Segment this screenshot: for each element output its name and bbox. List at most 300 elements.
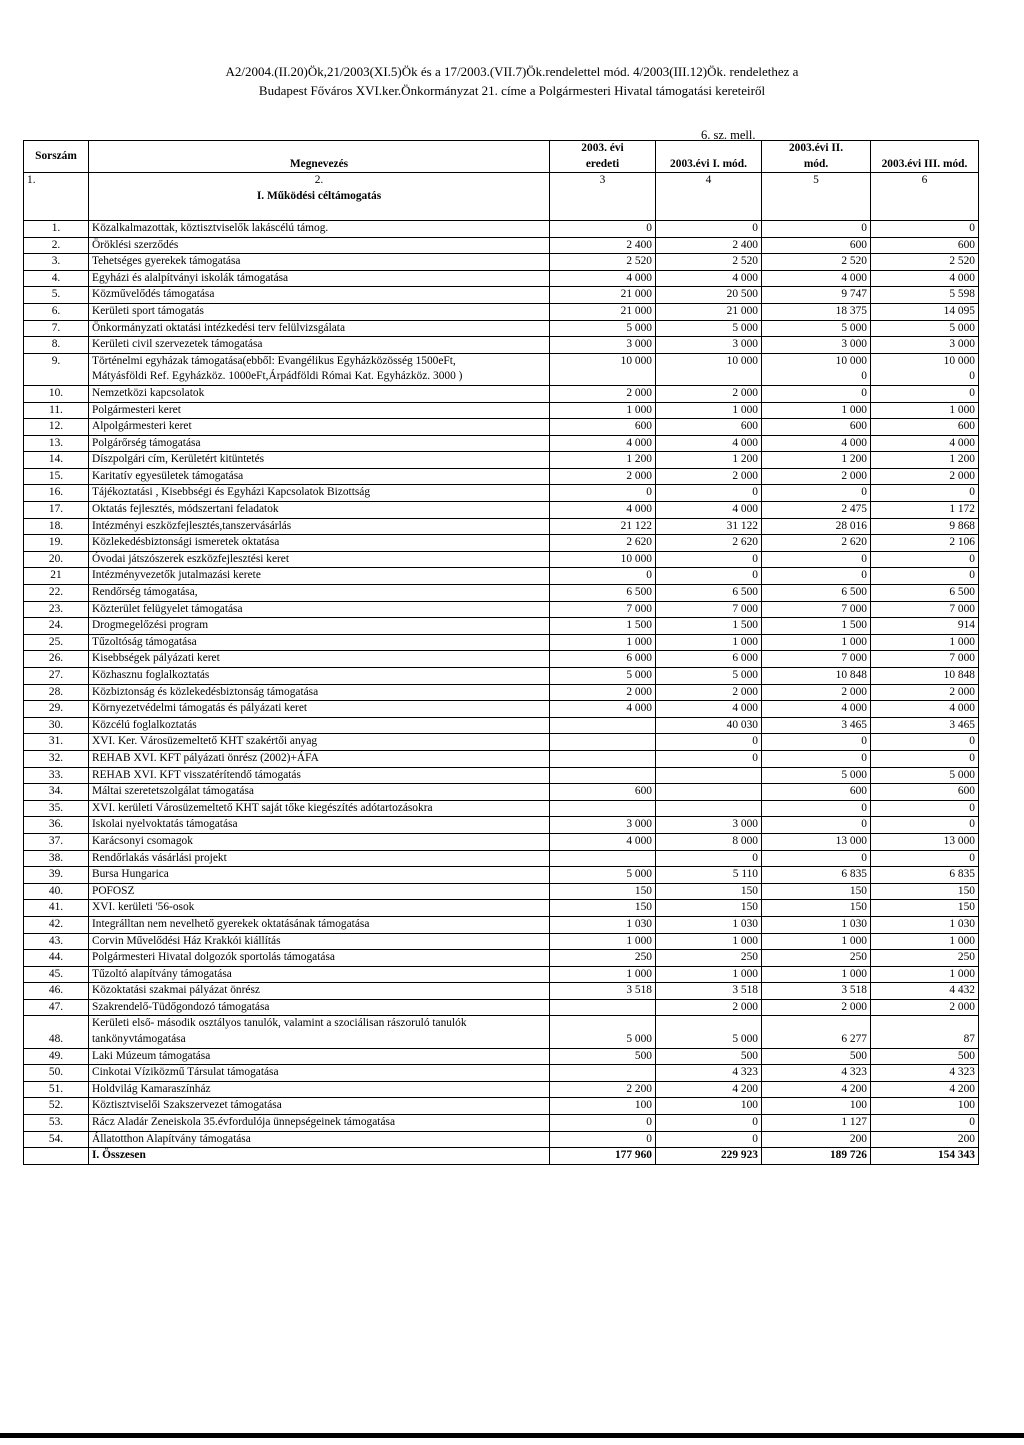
- support-budget-table: [23, 140, 979, 1165]
- row-number: 16.: [24, 485, 89, 502]
- value-c5: 0: [762, 850, 871, 867]
- row-number: 47.: [24, 999, 89, 1016]
- row-number: 15.: [24, 468, 89, 485]
- value-c3: 2 520: [550, 254, 656, 271]
- value-c5: 5 000: [762, 767, 871, 784]
- value-c4: 5 110: [656, 867, 762, 884]
- table-row: [24, 535, 979, 552]
- value-c3: 6 000: [550, 651, 656, 668]
- value-c5: 6 500: [762, 585, 871, 602]
- table-row: [24, 485, 979, 502]
- table-row: [24, 568, 979, 585]
- value-c3: 5 000: [550, 320, 656, 337]
- row-name: Közhasznu foglalkoztatás: [89, 668, 550, 685]
- value-c6: 10 848: [871, 668, 979, 685]
- row-number: 9.: [24, 353, 89, 369]
- value-c5: 2 475: [762, 502, 871, 519]
- row-number: 49.: [24, 1048, 89, 1065]
- row-number: 52.: [24, 1098, 89, 1115]
- value-c5: 600: [762, 419, 871, 436]
- value-c4: 0: [656, 850, 762, 867]
- row-name: Bursa Hungarica: [89, 867, 550, 884]
- value-c6: 2 520: [871, 254, 979, 271]
- row-number: 28.: [24, 684, 89, 701]
- value-c5: 3 000: [762, 337, 871, 354]
- table-row: [24, 750, 979, 767]
- value-c5: 2 000: [762, 999, 871, 1016]
- value-c6: 13 000: [871, 833, 979, 850]
- row-number: 44.: [24, 950, 89, 967]
- table-row: [24, 833, 979, 850]
- row-number: 39.: [24, 867, 89, 884]
- row-name: Corvin Művelődési Ház Krakkói kiállítás: [89, 933, 550, 950]
- table-row: [24, 1048, 979, 1065]
- value-c5: 0: [762, 369, 871, 385]
- table-row: [24, 867, 979, 884]
- table-row: [24, 1016, 979, 1032]
- row-number: 20.: [24, 551, 89, 568]
- value-c6: 0: [871, 750, 979, 767]
- row-name: Rendőrség támogatása,: [89, 585, 550, 602]
- col-header-c4: 2003.évi I. mód.: [656, 141, 762, 173]
- table-row: [24, 701, 979, 718]
- row-name: Cinkotai Víziközmű Társulat támogatása: [89, 1065, 550, 1082]
- row-number: 32.: [24, 750, 89, 767]
- value-c5: 2 000: [762, 468, 871, 485]
- value-c4: 0: [656, 551, 762, 568]
- value-c6: 5 000: [871, 767, 979, 784]
- value-c6: 0: [871, 800, 979, 817]
- row-name: Önkormányzati oktatási intézkedési terv felülvizsgálata: [89, 320, 550, 337]
- table-row: [24, 717, 979, 734]
- row-name: Alpolgármesteri keret: [89, 419, 550, 436]
- value-c4: 1 030: [656, 916, 762, 933]
- value-c3: 2 620: [550, 535, 656, 552]
- value-c6: 0: [871, 385, 979, 402]
- row-name: Drogmegelőzési program: [89, 618, 550, 635]
- col-header-c3-bottom: eredeti: [550, 157, 656, 173]
- row-name: Egyházi és alalpítványi iskolák támogatása: [89, 270, 550, 287]
- table-row: [24, 287, 979, 304]
- table-row: [24, 900, 979, 917]
- row-number: 22.: [24, 585, 89, 602]
- row-number: 2.: [24, 237, 89, 254]
- table-row: [24, 983, 979, 1000]
- value-c6: 0: [871, 369, 979, 385]
- value-c3: 150: [550, 900, 656, 917]
- header-line-2: Budapest Főváros XVI.ker.Önkormányzat 21. címe a Polgármesteri Hivatal támogatási kereteiről: [258, 83, 766, 98]
- row-name: Tájékoztatási , Kisebbségi és Egyházi Kapcsolatok Bizottság: [89, 485, 550, 502]
- value-c4: 6 500: [656, 585, 762, 602]
- value-c4: 5 000: [656, 1032, 762, 1048]
- table-row: [24, 353, 979, 369]
- row-name: Kerületi első- második osztályos tanulók, valamint a szociálisan rászoruló tanulók: [89, 1016, 550, 1032]
- value-c6: 6 835: [871, 867, 979, 884]
- row-name: Közlekedésbiztonsági ismeretek oktatása: [89, 535, 550, 552]
- table-row: [24, 1081, 979, 1098]
- value-c6: 1 030: [871, 916, 979, 933]
- value-c3: 1 500: [550, 618, 656, 635]
- value-c3: 10 000: [550, 551, 656, 568]
- table-row: [24, 320, 979, 337]
- table-row: [24, 916, 979, 933]
- value-c6: 0: [871, 220, 979, 237]
- value-c6: 1 000: [871, 966, 979, 983]
- value-c5: 10 000: [762, 353, 871, 369]
- header-line-1: A2/2004.(II.20)Ök,21/2003(XI.5)Ök és a 17/2003.(VII.7)Ök.rendelettel mód. 4/2003(III.12)Ök. rendelethez a: [225, 64, 799, 79]
- value-c4: 7 000: [656, 601, 762, 618]
- value-c5: 1 500: [762, 618, 871, 635]
- row-number: 36.: [24, 817, 89, 834]
- value-c6: 10 000: [871, 353, 979, 369]
- table-row: [24, 551, 979, 568]
- value-c4: 4 000: [656, 270, 762, 287]
- value-c6: 150: [871, 883, 979, 900]
- value-c5: 2 000: [762, 684, 871, 701]
- value-c3: 5 000: [550, 867, 656, 884]
- table-row: [24, 435, 979, 452]
- row-number: 34.: [24, 784, 89, 801]
- col-header-sorszam: Sorszám: [24, 141, 89, 173]
- value-c5: 7 000: [762, 601, 871, 618]
- value-c4: 250: [656, 950, 762, 967]
- total-label: I. Összesen: [89, 1148, 550, 1165]
- value-c5: 0: [762, 551, 871, 568]
- table-row: [24, 270, 979, 287]
- row-number: 31.: [24, 734, 89, 751]
- value-c3: [550, 999, 656, 1016]
- table-row: [24, 883, 979, 900]
- row-number: 38.: [24, 850, 89, 867]
- value-c4: 1 000: [656, 402, 762, 419]
- row-name: Tűzoltóság támogatása: [89, 634, 550, 651]
- value-c6: 5 598: [871, 287, 979, 304]
- value-c3: 600: [550, 419, 656, 436]
- value-c3: 0: [550, 220, 656, 237]
- value-c3: 0: [550, 1115, 656, 1132]
- value-c6: 2 000: [871, 684, 979, 701]
- row-name: Közoktatási szakmai pályázat önrész: [89, 983, 550, 1000]
- row-name: Öröklési szerződés: [89, 237, 550, 254]
- value-c3: 2 000: [550, 468, 656, 485]
- value-c4: 2 000: [656, 684, 762, 701]
- value-c5: 0: [762, 220, 871, 237]
- table-row: [24, 684, 979, 701]
- total-c3: 177 960: [550, 1148, 656, 1165]
- value-c6: 100: [871, 1098, 979, 1115]
- table-row: [24, 850, 979, 867]
- value-c3: [550, 1016, 656, 1032]
- value-c3: 1 000: [550, 933, 656, 950]
- value-c6: 1 000: [871, 933, 979, 950]
- value-c6: 4 432: [871, 983, 979, 1000]
- value-c6: 200: [871, 1131, 979, 1148]
- value-c3: 4 000: [550, 701, 656, 718]
- row-number: 7.: [24, 320, 89, 337]
- table-row: [24, 767, 979, 784]
- row-number: 53.: [24, 1115, 89, 1132]
- value-c6: 1 000: [871, 402, 979, 419]
- table-row: [24, 651, 979, 668]
- table-row: [24, 1131, 979, 1148]
- value-c5: 200: [762, 1131, 871, 1148]
- value-c3: 10 000: [550, 353, 656, 369]
- table-row: [24, 966, 979, 983]
- value-c4: 3 000: [656, 337, 762, 354]
- table-row: [24, 634, 979, 651]
- row-number: 46.: [24, 983, 89, 1000]
- value-c3: 5 000: [550, 668, 656, 685]
- row-name: Díszpolgári cím, Kerületért kitüntetés: [89, 452, 550, 469]
- value-c5: 4 323: [762, 1065, 871, 1082]
- value-c4: 5 000: [656, 668, 762, 685]
- value-c5: 1 000: [762, 402, 871, 419]
- value-c5: 0: [762, 485, 871, 502]
- table-row: [24, 1065, 979, 1082]
- table-row: [24, 1098, 979, 1115]
- value-c5: 500: [762, 1048, 871, 1065]
- col-header-c6: 2003.évi III. mód.: [871, 141, 979, 173]
- row-name: Polgármesteri Hivatal dolgozók sportolás támogatása: [89, 950, 550, 967]
- value-c3: 1 030: [550, 916, 656, 933]
- row-name: Állatotthon Alapítvány támogatása: [89, 1131, 550, 1148]
- row-name: XVI. kerületi Városüzemeltető KHT saját tőke kiegészítés adótartozásokra: [89, 800, 550, 817]
- row-number: 50.: [24, 1065, 89, 1082]
- value-c6: 4 323: [871, 1065, 979, 1082]
- table-row: [24, 618, 979, 635]
- value-c4: 0: [656, 568, 762, 585]
- row-number: 48.: [24, 1032, 89, 1048]
- value-c4: 0: [656, 220, 762, 237]
- value-c6: 0: [871, 485, 979, 502]
- value-c3: 5 000: [550, 1032, 656, 1048]
- table-row-continuation: [24, 1032, 979, 1048]
- row-name: Kerületi sport támogatás: [89, 303, 550, 320]
- row-name: Szakrendelő-Tüdőgondozó támogatása: [89, 999, 550, 1016]
- col-number: 3: [550, 173, 656, 189]
- table-row: [24, 402, 979, 419]
- value-c6: 87: [871, 1032, 979, 1048]
- table-row: [24, 419, 979, 436]
- col-number: 1.: [24, 173, 89, 189]
- value-c4: 2 000: [656, 468, 762, 485]
- value-c3: [550, 369, 656, 385]
- value-c4: 500: [656, 1048, 762, 1065]
- value-c3: 0: [550, 485, 656, 502]
- value-c5: 1 000: [762, 634, 871, 651]
- row-name: Környezetvédelmi támogatás és pályázati keret: [89, 701, 550, 718]
- row-name: Polgárőrség támogatása: [89, 435, 550, 452]
- row-name: Közművelődés támogatása: [89, 287, 550, 304]
- value-c6: [871, 1016, 979, 1032]
- row-number: 27.: [24, 668, 89, 685]
- value-c5: 150: [762, 883, 871, 900]
- row-name: Iskolai nyelvoktatás támogatása: [89, 817, 550, 834]
- value-c5: 0: [762, 385, 871, 402]
- value-c5: 9 747: [762, 287, 871, 304]
- value-c3: 250: [550, 950, 656, 967]
- value-c4: 1 000: [656, 966, 762, 983]
- row-name-continued: Mátyásföldi Ref. Egyházköz. 1000eFt,Árpádföldi Római Kat. Egyházköz. 3000 ): [89, 369, 550, 385]
- row-number: 21: [24, 568, 89, 585]
- value-c4: 4 000: [656, 435, 762, 452]
- value-c6: 7 000: [871, 651, 979, 668]
- value-c6: 2 106: [871, 535, 979, 552]
- row-name: Óvodai játszószerek eszközfejlesztési keret: [89, 551, 550, 568]
- value-c5: 4 200: [762, 1081, 871, 1098]
- row-number: 18.: [24, 518, 89, 535]
- row-name: Intézményvezetők jutalmazási kerete: [89, 568, 550, 585]
- value-c6: 2 000: [871, 468, 979, 485]
- table-row: [24, 220, 979, 237]
- table-row: [24, 601, 979, 618]
- value-c5: 3 465: [762, 717, 871, 734]
- row-name: Kerületi civil szervezetek támogatása: [89, 337, 550, 354]
- row-name: REHAB XVI. KFT visszatérítendő támogatás: [89, 767, 550, 784]
- value-c3: [550, 717, 656, 734]
- row-number: 33.: [24, 767, 89, 784]
- value-c5: 150: [762, 900, 871, 917]
- value-c4: 5 000: [656, 320, 762, 337]
- value-c3: [550, 850, 656, 867]
- row-number: 30.: [24, 717, 89, 734]
- value-c3: 100: [550, 1098, 656, 1115]
- value-c3: 2 000: [550, 684, 656, 701]
- row-name: Közcélú foglalkoztatás: [89, 717, 550, 734]
- table-row: [24, 784, 979, 801]
- row-number: 5.: [24, 287, 89, 304]
- value-c6: 1 172: [871, 502, 979, 519]
- value-c4: 40 030: [656, 717, 762, 734]
- value-c3: 2 200: [550, 1081, 656, 1098]
- total-row: [24, 1148, 979, 1165]
- value-c3: 4 000: [550, 502, 656, 519]
- value-c4: 1 000: [656, 634, 762, 651]
- value-c4: 6 000: [656, 651, 762, 668]
- row-name: Közbiztonság és közlekedésbiztonság támogatása: [89, 684, 550, 701]
- row-name-continued: tankönyvtámogatása: [89, 1032, 550, 1048]
- value-c5: 2 520: [762, 254, 871, 271]
- row-number: 4.: [24, 270, 89, 287]
- row-number: 3.: [24, 254, 89, 271]
- value-c5: 10 848: [762, 668, 871, 685]
- value-c6: 1 200: [871, 452, 979, 469]
- value-c3: 4 000: [550, 833, 656, 850]
- value-c4: 31 122: [656, 518, 762, 535]
- row-name: Intézményi eszközfejlesztés,tanszervásárlás: [89, 518, 550, 535]
- value-c5: 6 277: [762, 1032, 871, 1048]
- value-c5: 0: [762, 817, 871, 834]
- value-c6: 914: [871, 618, 979, 635]
- value-c5: 4 000: [762, 435, 871, 452]
- value-c5: 600: [762, 237, 871, 254]
- value-c5: [762, 1016, 871, 1032]
- value-c4: 20 500: [656, 287, 762, 304]
- row-name: Tűzoltó alapítvány támogatása: [89, 966, 550, 983]
- row-number: 41.: [24, 900, 89, 917]
- table-row: [24, 337, 979, 354]
- value-c6: 9 868: [871, 518, 979, 535]
- value-c5: 0: [762, 568, 871, 585]
- value-c5: 600: [762, 784, 871, 801]
- row-name: Köztisztviselői Szakszervezet támogatása: [89, 1098, 550, 1115]
- value-c5: 3 518: [762, 983, 871, 1000]
- value-c6: 250: [871, 950, 979, 967]
- total-c6: 154 343: [871, 1148, 979, 1165]
- row-number: [24, 369, 89, 385]
- row-name: Karitatív egyesületek támogatása: [89, 468, 550, 485]
- value-c6: 4 000: [871, 270, 979, 287]
- value-c5: 0: [762, 734, 871, 751]
- value-c6: 14 095: [871, 303, 979, 320]
- value-c3: 21 000: [550, 287, 656, 304]
- value-c4: [656, 800, 762, 817]
- row-number: 17.: [24, 502, 89, 519]
- table-row: [24, 1115, 979, 1132]
- value-c3: 21 122: [550, 518, 656, 535]
- row-name: Polgármesteri keret: [89, 402, 550, 419]
- value-c4: 2 620: [656, 535, 762, 552]
- row-number: 45.: [24, 966, 89, 983]
- value-c6: 600: [871, 784, 979, 801]
- value-c3: 4 000: [550, 435, 656, 452]
- value-c4: 0: [656, 1131, 762, 1148]
- value-c5: 6 835: [762, 867, 871, 884]
- value-c4: 1 000: [656, 933, 762, 950]
- value-c3: 150: [550, 883, 656, 900]
- value-c6: 3 000: [871, 337, 979, 354]
- row-number: 25.: [24, 634, 89, 651]
- row-name: Integrálltan nem nevelhető gyerekek oktatásának támogatása: [89, 916, 550, 933]
- value-c4: 4 000: [656, 701, 762, 718]
- value-c3: [550, 750, 656, 767]
- row-number: 42.: [24, 916, 89, 933]
- row-name: Oktatás fejlesztés, módszertani feladatok: [89, 502, 550, 519]
- value-c3: 2 000: [550, 385, 656, 402]
- row-number: 14.: [24, 452, 89, 469]
- row-name: POFOSZ: [89, 883, 550, 900]
- row-number: 10.: [24, 385, 89, 402]
- table-body: [24, 220, 979, 1164]
- row-name: XVI. kerületi '56-osok: [89, 900, 550, 917]
- value-c3: [550, 767, 656, 784]
- col-number: 5: [762, 173, 871, 189]
- value-c6: 0: [871, 734, 979, 751]
- value-c6: 1 000: [871, 634, 979, 651]
- value-c4: [656, 767, 762, 784]
- row-number: 8.: [24, 337, 89, 354]
- table-row: [24, 518, 979, 535]
- value-c5: 7 000: [762, 651, 871, 668]
- row-name: Történelmi egyházak támogatása(ebből: Evangélikus Egyházközösség 1500eFt,: [89, 353, 550, 369]
- value-c6: 3 465: [871, 717, 979, 734]
- value-c4: 0: [656, 485, 762, 502]
- row-name: REHAB XVI. KFT pályázati önrész (2002)+ÁFA: [89, 750, 550, 767]
- value-c5: 4 000: [762, 270, 871, 287]
- row-name: Holdvilág Kamaraszínház: [89, 1081, 550, 1098]
- row-number: 29.: [24, 701, 89, 718]
- table-row: [24, 585, 979, 602]
- row-name: Közalkalmazottak, köztisztviselők lakáscélú támog.: [89, 220, 550, 237]
- value-c5: 28 016: [762, 518, 871, 535]
- value-c5: 0: [762, 800, 871, 817]
- value-c3: 3 000: [550, 817, 656, 834]
- row-number: 24.: [24, 618, 89, 635]
- value-c4: 3 518: [656, 983, 762, 1000]
- value-c4: 1 200: [656, 452, 762, 469]
- value-c4: 600: [656, 419, 762, 436]
- table-row: [24, 734, 979, 751]
